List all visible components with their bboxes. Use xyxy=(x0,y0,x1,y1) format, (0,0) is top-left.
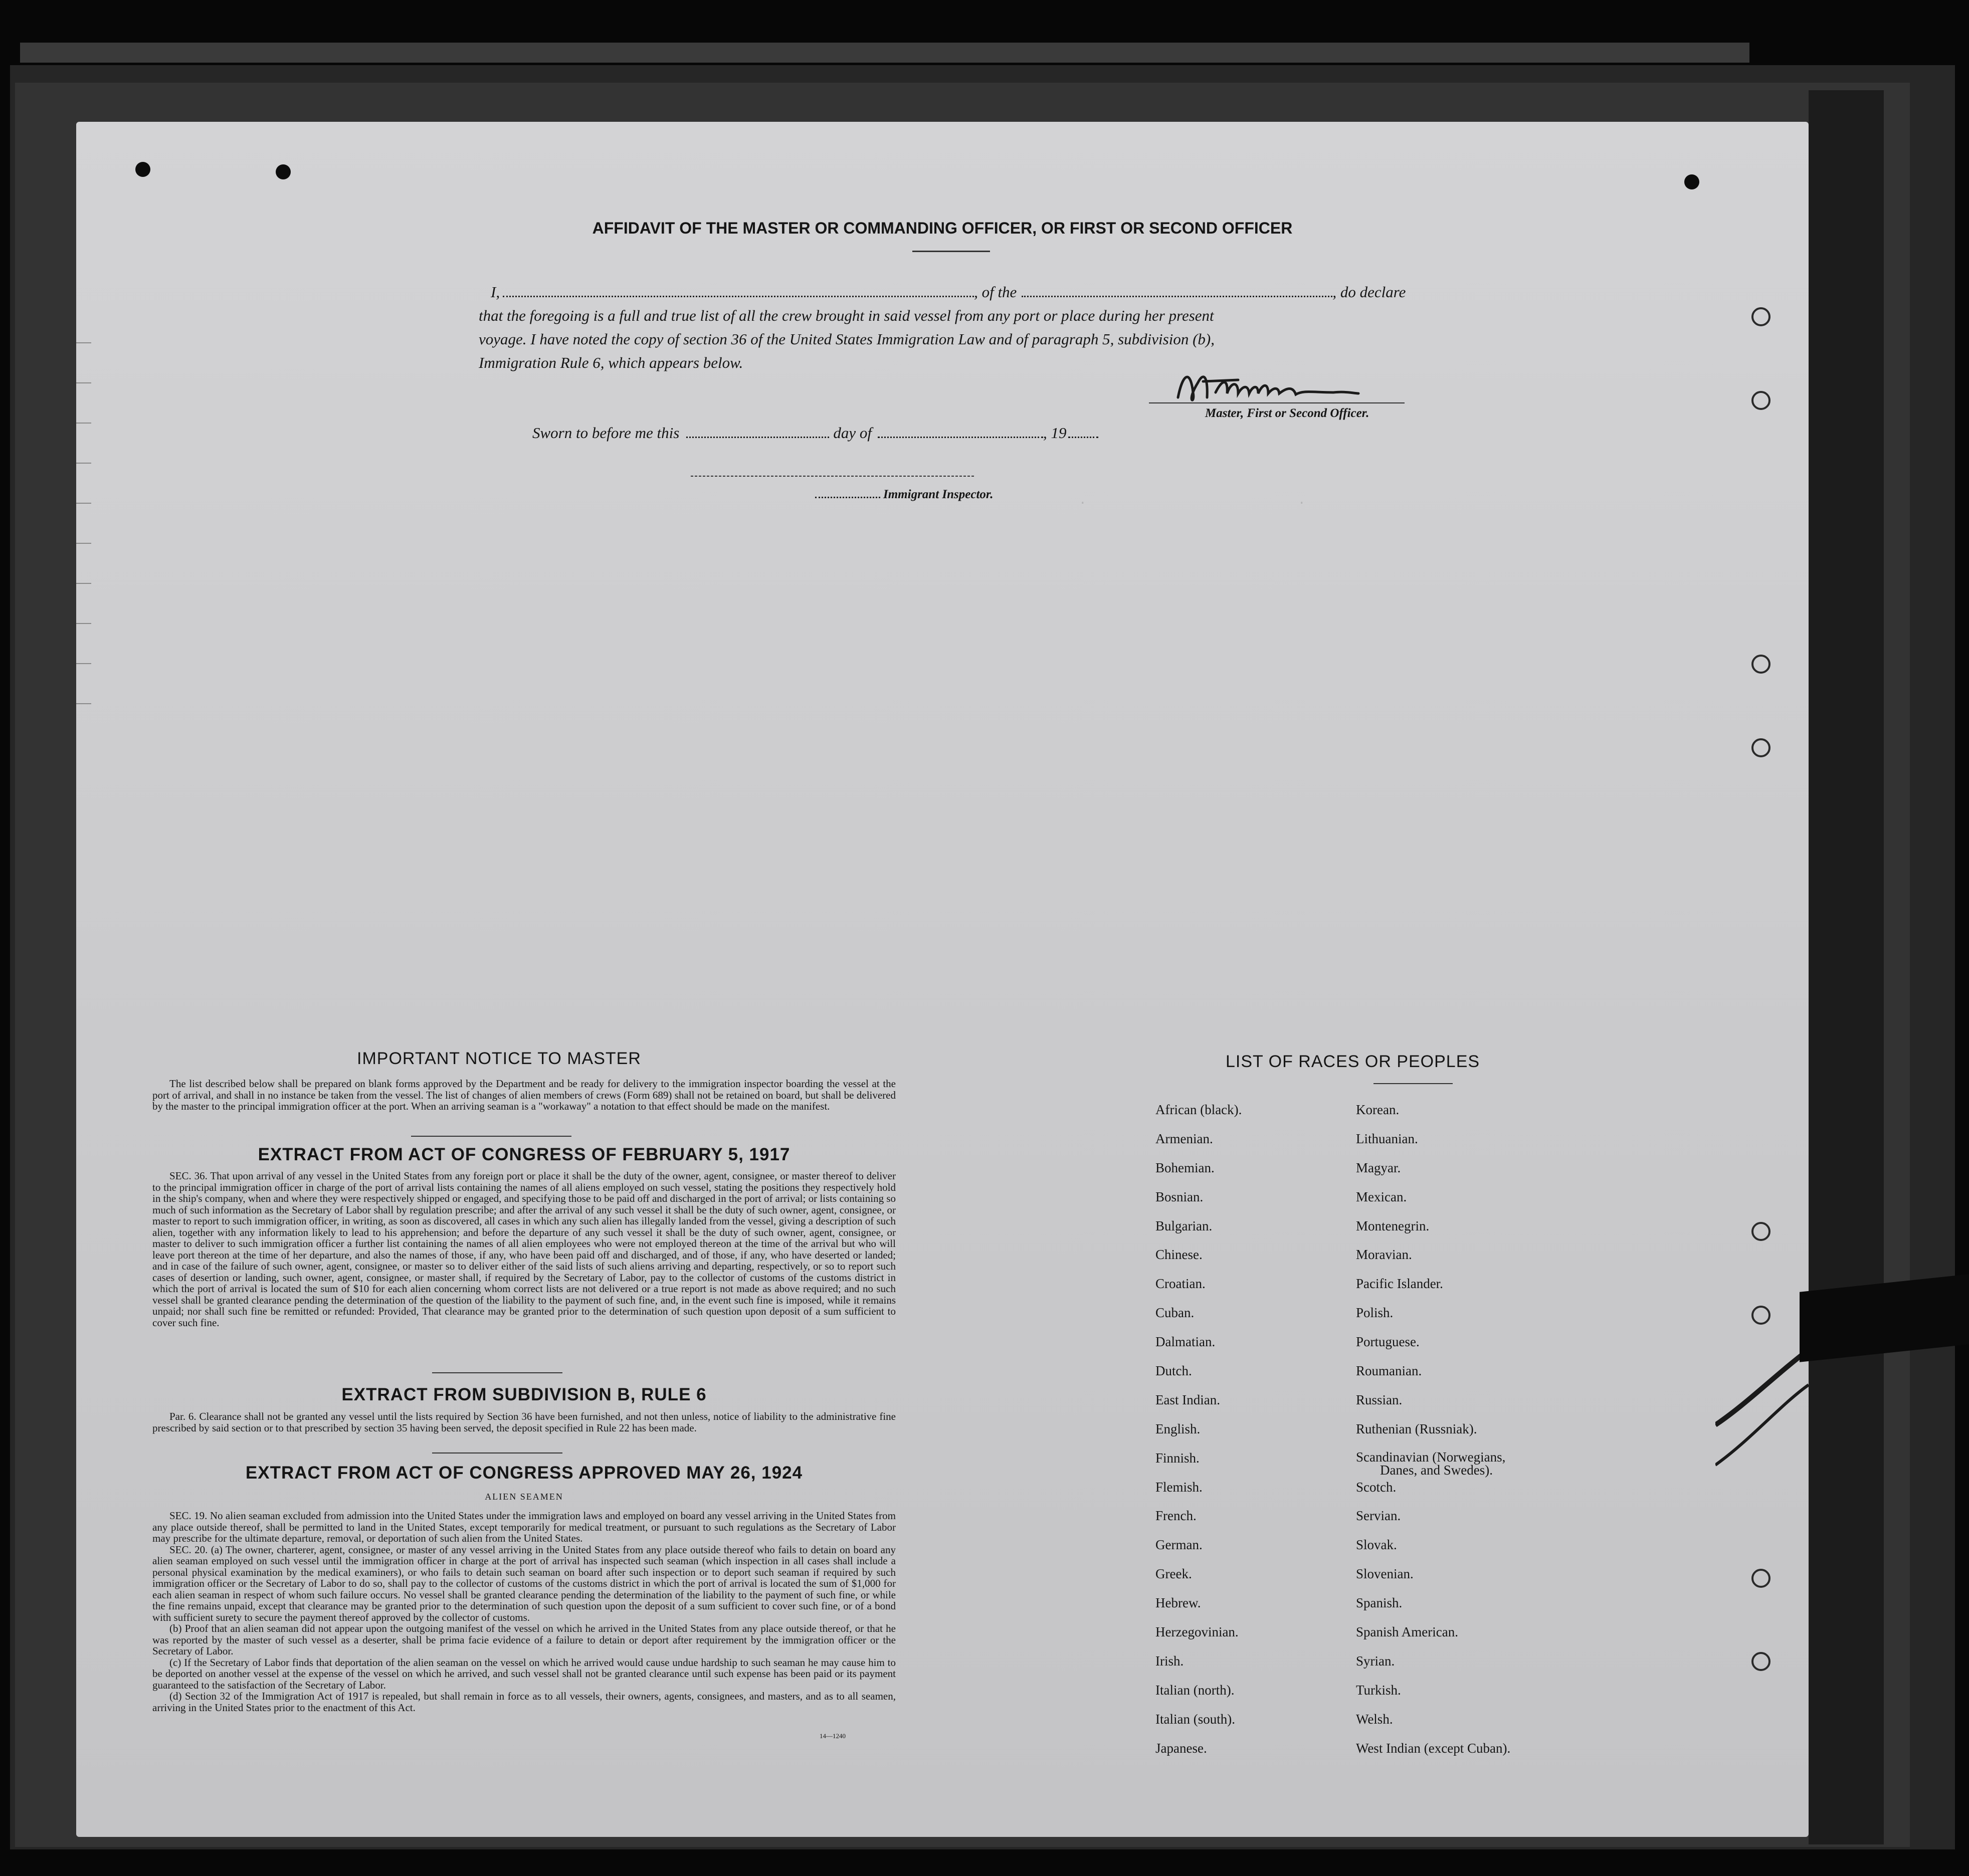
extract-1917-text: SEC. 36. That upon arrival of any vessel in the United States from any foreign port or place it shall be the duty of the owner, agent, consignee, or master thereof to deliver to the principal immigration officer in charge of the port of arrival lists containing the names of all aliens employed on such vessel, stating the positions they respectively hold in the ship's company, when and where they were respectively shipped or engaged, and specifying those to be paid off and discharged in the port of arrival; or lists containing so much of such information as the Secretary of Labor shall by regulation prescribe; and after the arrival of any such vessel it shall be the duty of such owner, agent, consignee, or master to report to such immigration officer, in writing, as soon as discovered, all cases in which any such alien has illegally landed from the vessel, giving a description of such alien, together with any information likely to lead to his apprehension; and before the departure of any such vessel it shall be the duty of such owner, agent, consignee, or master to deliver to such immigration officer a further list containing the names of all alien employees who were not employed thereon at the time of the arrival but who will leave port thereon at the time of her departure, and also the names of those, if any, who have been paid off and discharged, and of those, if any, who have deserted or landed; and in case of the failure of such owner, agent, consignee, or master so to deliver either of the said lists of such aliens arriving and departing, respectively, or so to report such cases of desertion or landing, such owner, agent, consignee, or master shall, if required by the Secretary of Labor, pay to the collector of customs of the customs district in which the port of arrival is located the sum of $10 for each alien concerning whom correct lists are not delivered or a true report is not made as above required; and no such vessel shall be granted clearance pending the determination of the question of the liability to the payment of such fine, and, in the event such fine is imposed, while it remains unpaid; nor shall such fine be remitted or refunded: Provided, That clearance may be granted prior to the determination of such question upon deposit of a sum sufficient to cover such fine. xyxy=(152,1170,896,1329)
race-item: Greek. xyxy=(1155,1566,1192,1582)
vessel-name-field[interactable] xyxy=(1022,283,1332,297)
race-item: Korean. xyxy=(1356,1102,1400,1117)
sworn-year-field[interactable] xyxy=(1068,424,1098,438)
margin-rule xyxy=(76,543,91,544)
subdivision-b-rule xyxy=(432,1452,562,1453)
extract-1917-rule xyxy=(432,1372,562,1373)
race-item: Moravian. xyxy=(1356,1247,1412,1263)
affidavit-declaration xyxy=(479,280,1594,374)
race-item: Croatian. xyxy=(1155,1276,1206,1292)
signature xyxy=(1168,362,1368,412)
race-item: Hebrew. xyxy=(1155,1595,1201,1611)
race-item: Polish. xyxy=(1356,1305,1394,1321)
subdivision-b-text: Par. 6. Clearance shall not be granted any vessel until the lists required by Section 36 have been furnished, and not then unless, notice of liability to the administrative fine prescribed by said section or to that prescribed by section 35 having been served, the deposit specified in Rule 22 has been made. xyxy=(152,1410,896,1434)
races-left-column xyxy=(1155,1102,1242,1769)
binder-ring-hole xyxy=(1751,307,1770,326)
extract-1917-title: EXTRACT FROM ACT OF CONGRESS OF FEBRUARY 5, 1917 xyxy=(258,1145,791,1164)
binder-ring-hole xyxy=(1751,1222,1770,1241)
affidavit-title-rule xyxy=(912,251,990,252)
margin-rule xyxy=(76,703,91,704)
race-item: Slovak. xyxy=(1356,1537,1397,1553)
notice-rule xyxy=(411,1136,571,1137)
officer-name-field[interactable] xyxy=(503,283,974,297)
margin-rule xyxy=(76,382,91,383)
race-item: Bohemian. xyxy=(1155,1160,1215,1175)
races-title: LIST OF RACES OR PEOPLES xyxy=(1226,1052,1480,1071)
races-right-column xyxy=(1356,1102,1510,1769)
sworn-month-field[interactable] xyxy=(878,424,1043,438)
document-page xyxy=(76,122,1809,1837)
race-item: Montenegrin. xyxy=(1356,1218,1430,1233)
race-item: French. xyxy=(1155,1508,1197,1524)
race-item: Mexican. xyxy=(1356,1189,1407,1204)
race-item: Roumanian. xyxy=(1356,1363,1422,1379)
signature-rule xyxy=(1149,402,1405,403)
margin-rule xyxy=(76,503,91,504)
race-item: Magyar. xyxy=(1356,1160,1401,1175)
affidavit-title: AFFIDAVIT OF THE MASTER OR COMMANDING OFFICER, OR FIRST OR SECOND OFFICER xyxy=(592,219,1293,237)
binding-cord xyxy=(1715,1275,1809,1485)
signature-caption: Master, First or Second Officer. xyxy=(1205,406,1369,420)
race-item xyxy=(1356,1450,1510,1480)
extract-1924-text: SEC. 19. No alien seaman excluded from admission into the United States under the immigration laws and employed on board any vessel arriving in the United States from any place outside thereof, shall be permitted to land in the United States, except temporarily for medical treatment, or pursuant to such regulations as the Secretary of Labor may prescribe for the ultimate departure, removal, or deportation of such alien from the United States. SEC. 20. (a) The owner, charterer, agent, consignee, or master of any vessel arriving in the United States from any place outside thereof who fails to detain on board any alien seaman employed on such vessel until the immigration officer in charge at the port of arrival has inspected such seaman (which inspection in all cases shall include a personal physical examination by the medical examiners), or who fails to detain such seaman on board after such inspection or to deport such seaman if required by such immigration officer or the Secretary of Labor to do so, shall pay to the collector of customs of the customs district in which the port of arrival is located the sum of $1,000 for each alien seaman in respect of whom such failure occurs. No vessel shall be granted clearance pending the determination of the liability to the payment of such fine, or while the fine remains unpaid, except that clearance may be granted prior to the determination of such question upon the deposit of a sum sufficient to cover such fine, or of a bond with sufficient surety to secure the payment thereof approved by the collector of customs. (b) Proof that an alien seaman did not appear upon the outgoing manifest of the vessel on which he arrived in the United States from any place outside thereof, or that he was reported by the master of such vessel as a deserter, shall be prima facie evidence of a failure to detain or deport after requirement by the immigration officer or the Secretary of Labor. (c) If the Secretary of Labor finds that deportation of the alien seaman on the vessel on which he arrived would cause undue hardship to such seaman he may cause him to be deported on another vessel at the expense of the vessel on which he arrived, and such vessel shall not be granted clearance until such expense has been paid or its payment guaranteed to the satisfaction of the Secretary of Labor. (d) Section 32 of the Immigration Act of 1917 is repealed, but shall remain in force as to all vessels, their owners, agents, consignees, and masters, and as to all seamen, arriving in the United States prior to the enactment of this Act. xyxy=(152,1510,896,1714)
inspector-line: Immigrant Inspector. xyxy=(815,487,994,502)
race-item: Ruthenian (Russniak). xyxy=(1356,1421,1477,1436)
affidavit-line-4: Immigration Rule 6, which appears below. xyxy=(479,354,743,371)
margin-rule xyxy=(76,463,91,464)
race-item: English. xyxy=(1155,1421,1201,1436)
extract-1924-title: EXTRACT FROM ACT OF CONGRESS APPROVED MAY 26, 1924 xyxy=(245,1463,803,1483)
margin-rule xyxy=(76,583,91,584)
race-item: Bulgarian. xyxy=(1155,1218,1213,1233)
inspector-field[interactable] xyxy=(815,487,880,498)
race-item: Irish. xyxy=(1155,1653,1184,1669)
race-item: Finnish. xyxy=(1155,1450,1200,1466)
signature-scribble xyxy=(1168,362,1368,412)
race-item: Cuban. xyxy=(1155,1305,1195,1321)
race-item: Slovenian. xyxy=(1356,1566,1414,1582)
races-title-rule xyxy=(1373,1083,1453,1084)
race-item: Servian. xyxy=(1356,1508,1401,1524)
punch-hole xyxy=(1684,174,1699,189)
race-item: West Indian (except Cuban). xyxy=(1356,1740,1511,1756)
binder-ring-hole xyxy=(1751,1569,1770,1588)
race-item: Portuguese. xyxy=(1356,1334,1420,1350)
notice-title: IMPORTANT NOTICE TO MASTER xyxy=(357,1049,641,1068)
margin-rule xyxy=(76,342,91,343)
punch-hole xyxy=(135,162,150,177)
sworn-line: Sworn to before me this day of , 19 xyxy=(532,424,1098,442)
race-item: Flemish. xyxy=(1155,1479,1203,1495)
race-item: Syrian. xyxy=(1356,1653,1395,1669)
race-item: Bosnian. xyxy=(1155,1189,1204,1204)
race-item: Herzegovinian. xyxy=(1155,1624,1239,1640)
race-item: East Indian. xyxy=(1155,1392,1220,1407)
affidavit-line-2: that the foregoing is a full and true list of all the crew brought in said vessel from any port or place during her present xyxy=(479,307,1214,324)
binder-ring-hole xyxy=(1751,1652,1770,1671)
race-item: Turkish. xyxy=(1356,1682,1401,1698)
binder-ring-hole xyxy=(1751,655,1770,674)
race-item: Chinese. xyxy=(1155,1247,1203,1263)
sworn-day-field[interactable] xyxy=(686,424,829,438)
notice-text: The list described below shall be prepared on blank forms approved by the Department and be ready for delivery to the immigration inspector boarding the vessel at the port of arrival, and shall in no instance be taken from the vessel. The list of changes of alien members of crews (Form 689) shall not be retained on board, but shall be delivered by the master to the principal immigration officer at the port. When an arriving seaman is a "workaway" a notation to that effect should be made on the manifest. xyxy=(152,1078,896,1112)
race-item: Spanish. xyxy=(1356,1595,1403,1611)
margin-rule xyxy=(76,663,91,664)
race-item: Pacific Islander. xyxy=(1356,1276,1443,1292)
race-item: African (black). xyxy=(1155,1102,1242,1117)
race-item: Russian. xyxy=(1356,1392,1403,1407)
margin-rule xyxy=(76,423,91,424)
binder-ring-hole xyxy=(1751,738,1770,757)
race-item: Scotch. xyxy=(1356,1479,1397,1495)
form-number: 14—1240 xyxy=(820,1732,846,1740)
race-item: Italian (south). xyxy=(1155,1711,1235,1727)
affidavit-line-1: I, , of the , do declare xyxy=(491,283,1406,301)
race-item: German. xyxy=(1155,1537,1203,1553)
race-item: Armenian. xyxy=(1155,1131,1213,1146)
binder-spine xyxy=(1809,90,1884,1844)
race-item-scandinavian: Scandinavian (Norwegians, xyxy=(1356,1449,1506,1465)
inspector-signature-line xyxy=(691,476,974,477)
race-item: Welsh. xyxy=(1356,1711,1393,1727)
background-sheet-top xyxy=(20,43,1749,63)
race-item: Lithuanian. xyxy=(1356,1131,1418,1146)
subdivision-b-title: EXTRACT FROM SUBDIVISION B, RULE 6 xyxy=(341,1385,707,1404)
race-item: Dalmatian. xyxy=(1155,1334,1216,1350)
punch-hole xyxy=(276,164,291,179)
race-item: Dutch. xyxy=(1155,1363,1192,1379)
affidavit-line-3: voyage. I have noted the copy of section 36 of the United States Immigration Law and of paragraph 5, subdivision (b), xyxy=(479,330,1215,348)
bleed-through-marks: . . xyxy=(1079,493,1306,508)
extract-1924-subtitle: ALIEN SEAMEN xyxy=(485,1492,563,1502)
race-item: Italian (north). xyxy=(1155,1682,1235,1698)
margin-rule xyxy=(76,623,91,624)
race-item-scandinavian-cont: Danes, and Swedes). xyxy=(1380,1462,1493,1478)
race-item: Spanish American. xyxy=(1356,1624,1458,1640)
race-item: Japanese. xyxy=(1155,1740,1207,1756)
binder-ring-hole xyxy=(1751,391,1770,410)
